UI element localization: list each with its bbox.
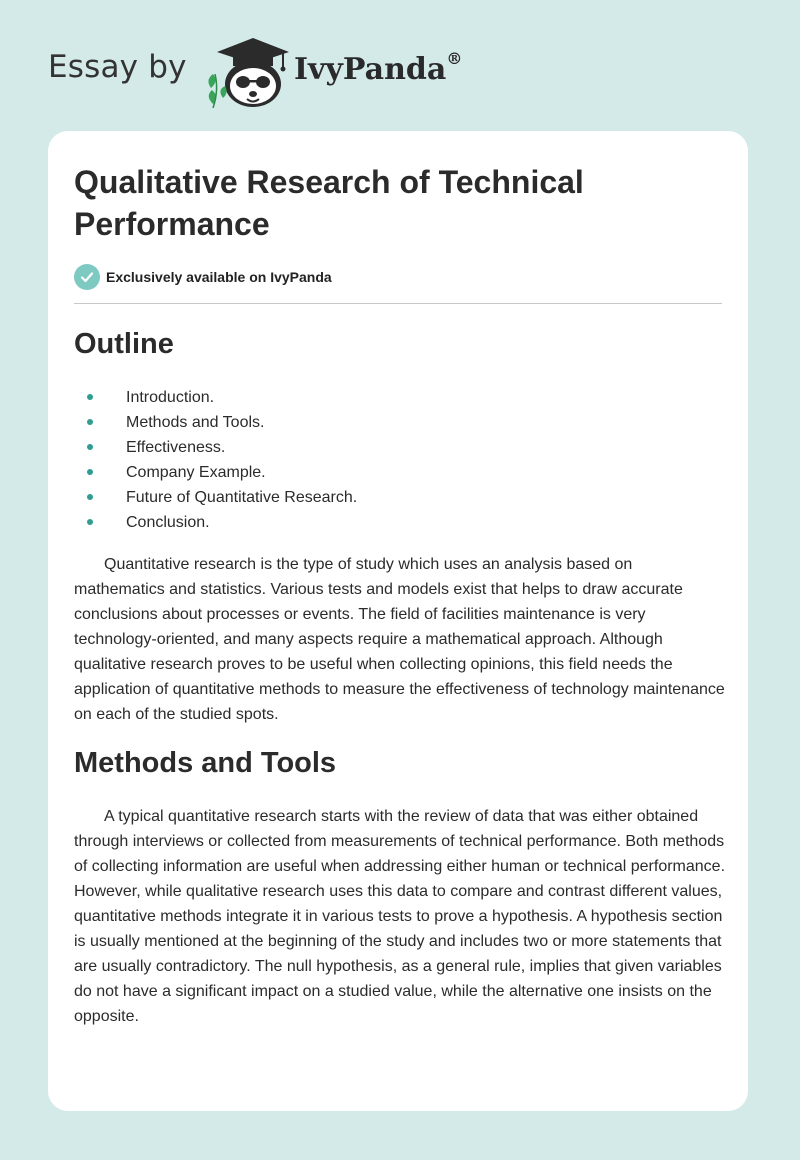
registered-mark: ® [446, 49, 463, 68]
outline-item-label: Future of Quantitative Research. [126, 489, 358, 506]
outline-item[interactable] [74, 410, 357, 435]
methods-heading: Methods and Tools [74, 747, 337, 779]
check-circle-icon [74, 264, 100, 290]
outline-item-label: Conclusion. [126, 514, 210, 531]
site-header [48, 34, 608, 114]
bullet-dot-icon [87, 394, 93, 400]
brand-name[interactable] [294, 49, 463, 87]
methods-paragraph: A typical quantitative research starts with the review of data that was either obtained through interviews or collected from measurements of technical performance. Both methods of collecting information are useful when addressing either human or technical performance. However, while qualitative research uses this data to compare and contrast different values, quantitative methods integrate it in various tests to prove a hypothesis. A hypothesis section is usually mentioned at the beginning of the study and includes two or more statements that are usually contradictory. The null hypothesis, as a general rule, implies that given variables do not have a significant impact on a studied value, while the alternative one insists on the opposite. [74, 808, 726, 1025]
essay-title: Qualitative Research of Technical Performance [74, 164, 584, 242]
intro-paragraph: Quantitative research is the type of study which uses an analysis based on mathematics and statistics. Various tests and models exist that helps to draw accurate conclusions about processes or events. The field of facilities maintenance is very technology-oriented, and many aspects require a mathematical approach. Although qualitative research proves to be useful when collecting opinions, this field needs the application of quantitative methods to measure the effectiveness of technology maintenance on each of the studied spots. [74, 556, 725, 723]
outline-item[interactable] [74, 460, 357, 485]
outline-heading: Outline [74, 328, 174, 360]
outline-item[interactable] [74, 510, 357, 535]
outline-item[interactable] [74, 385, 357, 410]
panda-graduate-logo-icon[interactable] [203, 34, 293, 110]
essay-by-label: Essay by [48, 49, 187, 85]
bullet-dot-icon [87, 519, 93, 525]
outline-item-label: Effectiveness. [126, 439, 226, 456]
outline-item-label: Methods and Tools. [126, 414, 265, 431]
brand-text: IvyPanda [294, 52, 447, 87]
bullet-dot-icon [87, 444, 93, 450]
title-divider [74, 303, 722, 304]
outline-list [74, 385, 357, 535]
exclusive-label: Exclusively available on IvyPanda [106, 269, 332, 285]
essay-card [48, 131, 748, 1111]
outline-item[interactable] [74, 435, 357, 460]
outline-item-label: Company Example. [126, 464, 266, 481]
bullet-dot-icon [87, 494, 93, 500]
outline-item[interactable] [74, 485, 357, 510]
outline-item-label: Introduction. [126, 389, 215, 406]
bullet-dot-icon [87, 419, 93, 425]
exclusive-badge [74, 264, 332, 290]
bullet-dot-icon [87, 469, 93, 475]
